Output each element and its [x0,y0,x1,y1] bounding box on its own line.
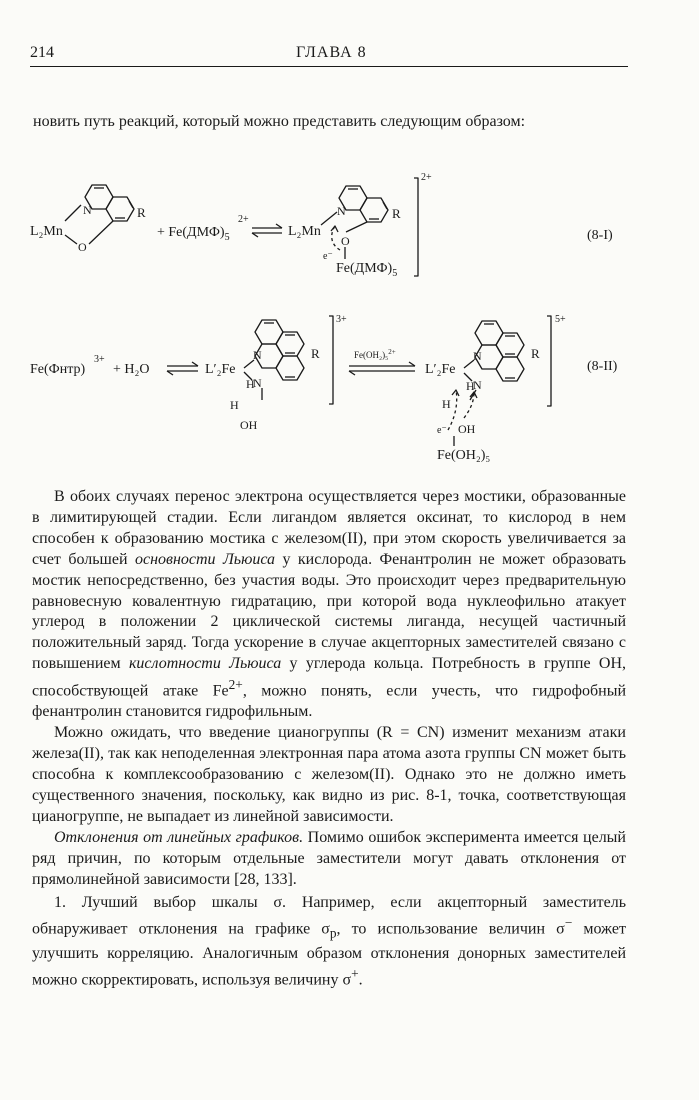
scheme2-oh2: OH [458,422,476,436]
scheme1-product-n-atom: N [337,204,346,218]
scheme1-label: (8-I) [587,228,613,243]
electron-transfer-arrow-1-head [331,226,338,232]
scheme2-substituent: R [311,346,320,361]
intro-line: новить путь реакций, который можно представить следующим образом: [33,113,526,130]
scheme2-h-atom: H [230,398,239,412]
scheme1-bridge-iron: $Fe(ДМФ)_5$ [336,261,398,279]
scheme2-ligand: L′₂Fe [205,362,236,377]
scheme1-charge: 2+ [421,172,432,183]
electron-transfer-arrow-1 [332,226,340,250]
scheme1-n-atom: N [83,203,92,217]
page-number: 214 [30,44,54,61]
scheme2-nh-atom: N [253,376,262,390]
scheme1-reagent-charge: 2+ [238,214,249,225]
scheme2-label: (8-II) [587,359,618,374]
scheme2-water: + H₂O [113,362,150,377]
running-head: ГЛАВА 8 [296,44,367,61]
paragraph-electron-bridges: В обоих случаях перенос электрона осуществляется через мостики, образованные в лимитирующей стадии. Если лигандом является оксинат, то кислород в нем способен к образованию мостика с железом(II), при этом скорость увеличивается за счет большей основности Льюиса у кислорода. Фенантролин не может образовать мостик непосредственно, без участия воды. Это происходит через предварительную равновесную ковалентную гидратацию, при которой вода нуклеофильно атакует углерод в положении 2 циклической системы лиганда, несущей частичный положительный заряд. Тогда ускорение в случае акцепторных заместителей связано с повышением кислотности Льюиса у углерода кольца. Потребность в группе OH, способствующей атаке $Fe^{2+}$, можно понять, если учесть, что гидрофобный фенантролин становится гидрофильным. [32,488,627,721]
charge-bracket-1 [414,178,418,276]
reaction-schemes [0,0,699,480]
scheme1-substituent: R [137,205,146,220]
scheme2-arrow-reagent: Fe(OH₂)₅$^{2+}$ [354,348,396,360]
charge-bracket-3 [547,316,551,406]
scheme1-left-ligand: L₂Mn [30,224,63,239]
bridged-oxinate-structure [321,186,388,259]
scheme1-o-atom: O [78,240,87,254]
scheme1-product-ligand: L₂Mn [288,224,321,239]
scheme1-product-substituent: R [392,206,401,221]
scheme1-electron: e⁻ [323,251,333,262]
body-text [32,487,626,991]
scheme2-reactant: Fe(Фнтр) [30,362,86,377]
scheme2-nh-h2: H [466,379,475,393]
scheme2-fe-aqua: Fe(OH₂)₅ [437,448,491,463]
scheme2-nh-atom2: N [473,378,482,392]
paragraph-cyano-group: Можно ожидать, что введение цианогруппы (R = CN) изменит механизм атаки железа(II), так как неподеленная электронная пара атома азота группы CN может быть способна к комплексообразованию с железом(II). Однако это не должно иметь существенного значения, поскольку, как видно из рис. 8-1, точка, соответствующая цианогруппе, не выпадает из линейной зависимости. [32,724,626,825]
scheme2-reactant-charge: 3+ [94,354,105,365]
electron-transfer-arrow-2-head [452,390,459,396]
scheme2-nh-h: H [246,377,255,391]
scheme2-charge2: 5+ [555,314,566,325]
scheme1-reagent: + $Fe(ДМФ)_5$ [157,225,230,243]
scheme2-h-atom2: H [442,397,451,411]
scheme2-electron: e⁻ [437,425,447,436]
paragraph-deviations: Отклонения от линейных графиков. Помимо ошибок эксперимента имеется целый ряд причин, по которым отдельные заместители могут давать отклонения от прямолинейной зависимости [28, 133]. [32,828,626,888]
scheme2-charge1: 3+ [336,314,347,325]
scheme2-substituent2: R [531,346,540,361]
oxinate-structure [65,185,134,244]
scheme2-hydroxyl: OH [240,418,258,432]
scheme2-ligand2: L′₂Fe [425,362,456,377]
scheme2-n-atom2: N [473,349,482,363]
scheme1-product-o-atom: O [341,234,350,248]
scheme2-n-atom: N [253,348,262,362]
charge-bracket-2 [329,316,333,404]
paragraph-sigma-scale: 1. Лучший выбор шкалы σ. Например, если акцепторный заместитель обнаруживает отклонения на графике $\sigma_p$, то использование величин σ− может улучшить корреляцию. Аналогичным образом отклонения донорных заместителей можно скорректировать, используя величину σ+. [32,893,626,989]
